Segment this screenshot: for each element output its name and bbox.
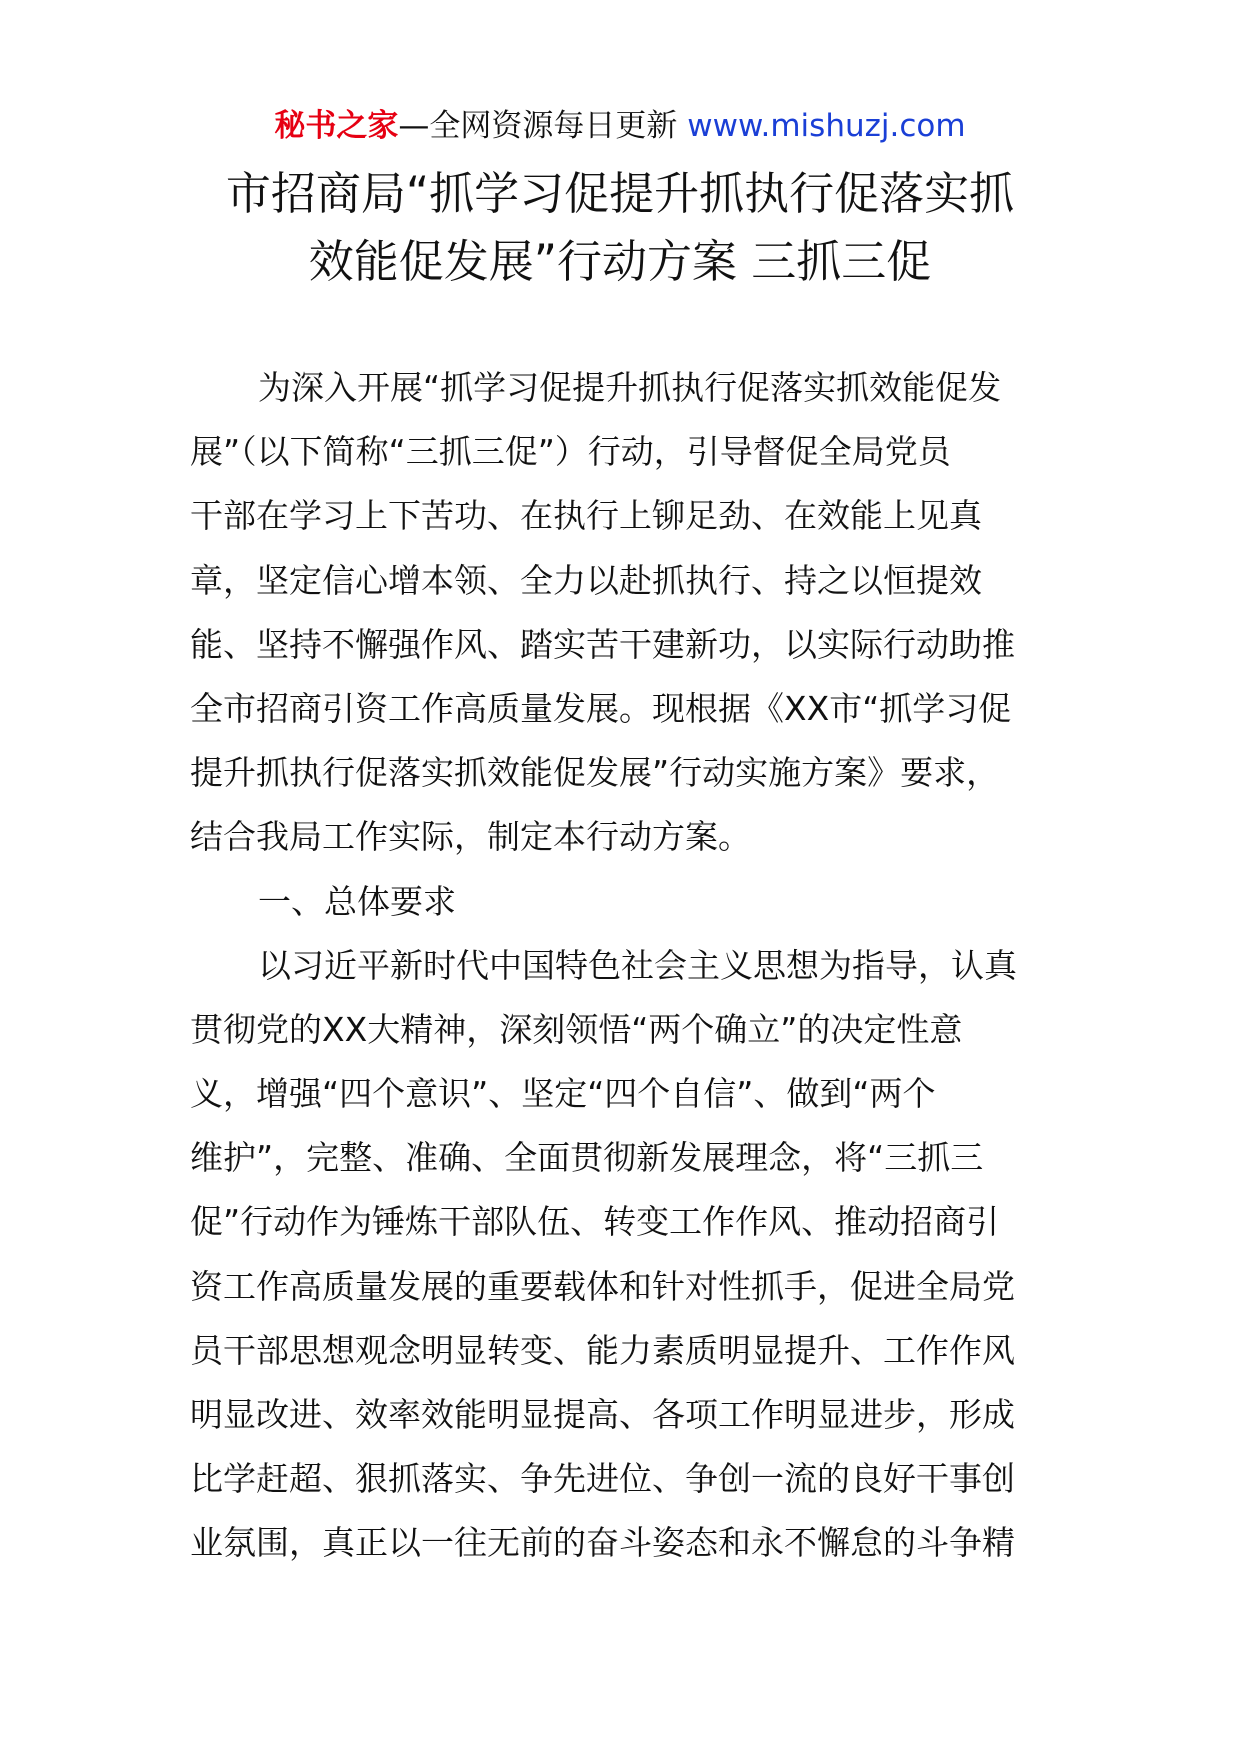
header-tagline: —全网资源每日更新 <box>398 108 678 144</box>
paragraph-line: 贯彻党的XX大精神，深刻领悟“两个确立”的决定性意 <box>190 1009 963 1049</box>
paragraph-line: 业氛围，真正以一往无前的奋斗姿态和永不懈怠的斗争精 <box>190 1523 1015 1563</box>
paragraph-line: 全市招商引资工作高质量发展。现根据《XX市“抓学习促 <box>190 688 1012 728</box>
section-heading: 一、总体要求 <box>258 881 456 921</box>
paragraph-line: 义，增强“四个意识”、坚定“四个自信”、做到“两个 <box>190 1074 936 1114</box>
paragraph-line: 维护”，完整、准确、全面贯彻新发展理念，将“三抓三 <box>190 1138 984 1178</box>
brand-name: 秘书之家 <box>274 108 399 144</box>
site-header <box>0 104 1240 148</box>
paragraph-line: 章，坚定信心增本领、全力以赴抓执行、持之以恒提效 <box>190 560 982 600</box>
paragraph-line: 资工作高质量发展的重要载体和针对性抓手，促进全局党 <box>190 1266 1015 1306</box>
title-line-1: 市招商局“抓学习促提升抓执行促落实抓 <box>225 167 1015 220</box>
paragraph-line: 结合我局工作实际，制定本行动方案。 <box>190 817 751 857</box>
paragraph-line: 促”行动作为锤炼干部队伍、转变工作作风、推动招商引 <box>190 1202 1000 1242</box>
paragraph-line: 展”（以下简称“三抓三促”）行动，引导督促全局党员 <box>190 432 951 472</box>
paragraph-line: 员干部思想观念明显转变、能力素质明显提升、工作作风 <box>190 1330 1015 1370</box>
title-line-2: 效能促发展”行动方案 三抓三促 <box>308 235 932 288</box>
document-title <box>150 160 1090 296</box>
site-url-link[interactable]: www.mishuzj.com <box>687 108 966 144</box>
paragraph-line: 以习近平新时代中国特色社会主义思想为指导，认真 <box>258 945 1017 985</box>
paragraph-line: 为深入开展“抓学习促提升抓执行促落实抓效能促发 <box>258 368 1002 407</box>
paragraph-line: 提升抓执行促落实抓效能促发展”行动实施方案》要求， <box>190 753 1000 793</box>
paragraph-line: 能、坚持不懈强作风、踏实苦干建新功，以实际行动助推 <box>190 624 1015 664</box>
paragraph-line: 比学赶超、狠抓落实、争先进位、争创一流的良好干事创 <box>190 1459 1015 1499</box>
paragraph-line: 干部在学习上下苦功、在执行上铆足劲、在效能上见真 <box>190 496 982 536</box>
document-body <box>190 356 1058 1576</box>
paragraph-line: 明显改进、效率效能明显提高、各项工作明显进步，形成 <box>190 1395 1015 1434</box>
